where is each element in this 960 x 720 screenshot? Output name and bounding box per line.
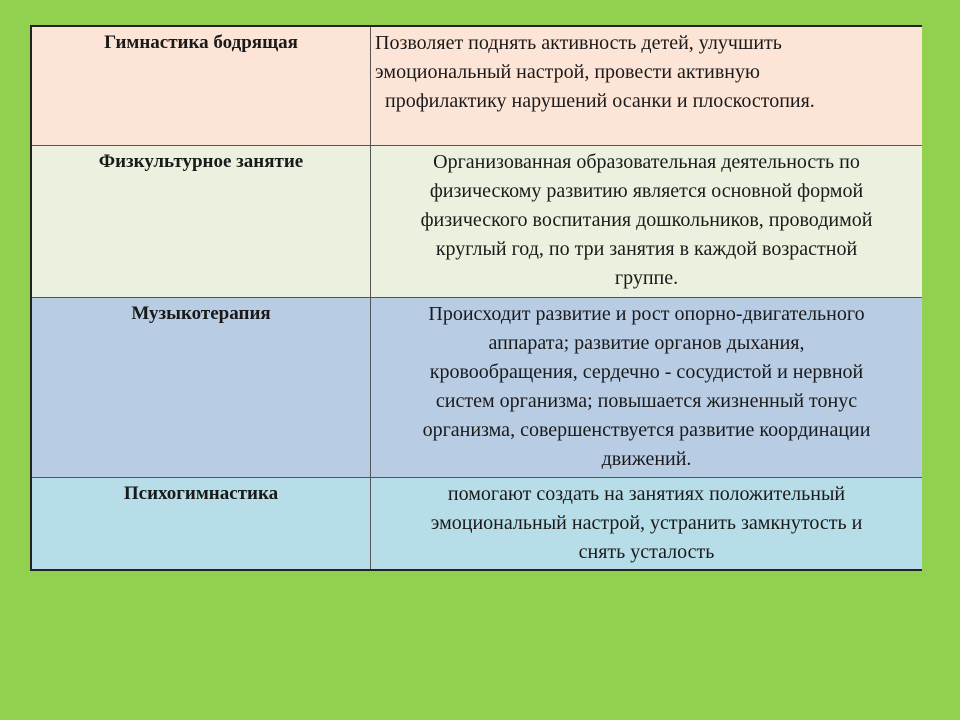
description-line: круглый год, по три занятия в каждой возрастной: [435, 238, 858, 260]
method-description: [371, 26, 923, 146]
method-description: [371, 146, 923, 298]
table-row: [31, 478, 922, 571]
method-description: [371, 478, 923, 571]
description-line: аппарата; развитие органов дыхания,: [488, 332, 805, 354]
method-description: [371, 298, 923, 478]
method-name: Музыкотерапия: [31, 298, 371, 478]
table-row: [31, 298, 922, 478]
description-line: движений.: [601, 448, 692, 470]
description-line: снять усталость: [578, 541, 715, 563]
table-row: [31, 146, 922, 298]
description-line: физического воспитания дошкольников, проводимой: [420, 209, 873, 231]
description-line: эмоциональный настрой, провести активную: [375, 61, 760, 83]
method-name: Гимнастика бодрящая: [31, 26, 371, 146]
method-name: Психогимнастика: [31, 478, 371, 571]
description-line: группе.: [614, 267, 679, 289]
description-line: кровообращения, сердечно - сосудистой и нервной: [429, 361, 864, 383]
description-line: систем организма; повышается жизненный тонус: [435, 390, 858, 412]
description-line: Организованная образовательная деятельность по: [433, 151, 860, 173]
description-line: Позволяет поднять активность детей, улучшить: [375, 32, 782, 54]
description-line: физическому развитию является основной формой: [429, 180, 864, 202]
method-name: Физкультурное занятие: [31, 146, 371, 298]
description-line: организма, совершенствуется развитие координации: [422, 419, 871, 441]
description-line: помогают создать на занятиях положительный: [447, 483, 846, 505]
description-line: Происходит развитие и рост опорно-двигательного: [428, 303, 865, 325]
description-line: эмоциональный настрой, устранить замкнутость и: [430, 512, 863, 534]
methods-table: [30, 25, 922, 571]
table-row: [31, 26, 922, 146]
description-line: профилактику нарушений осанки и плоскостопия.: [385, 90, 815, 112]
